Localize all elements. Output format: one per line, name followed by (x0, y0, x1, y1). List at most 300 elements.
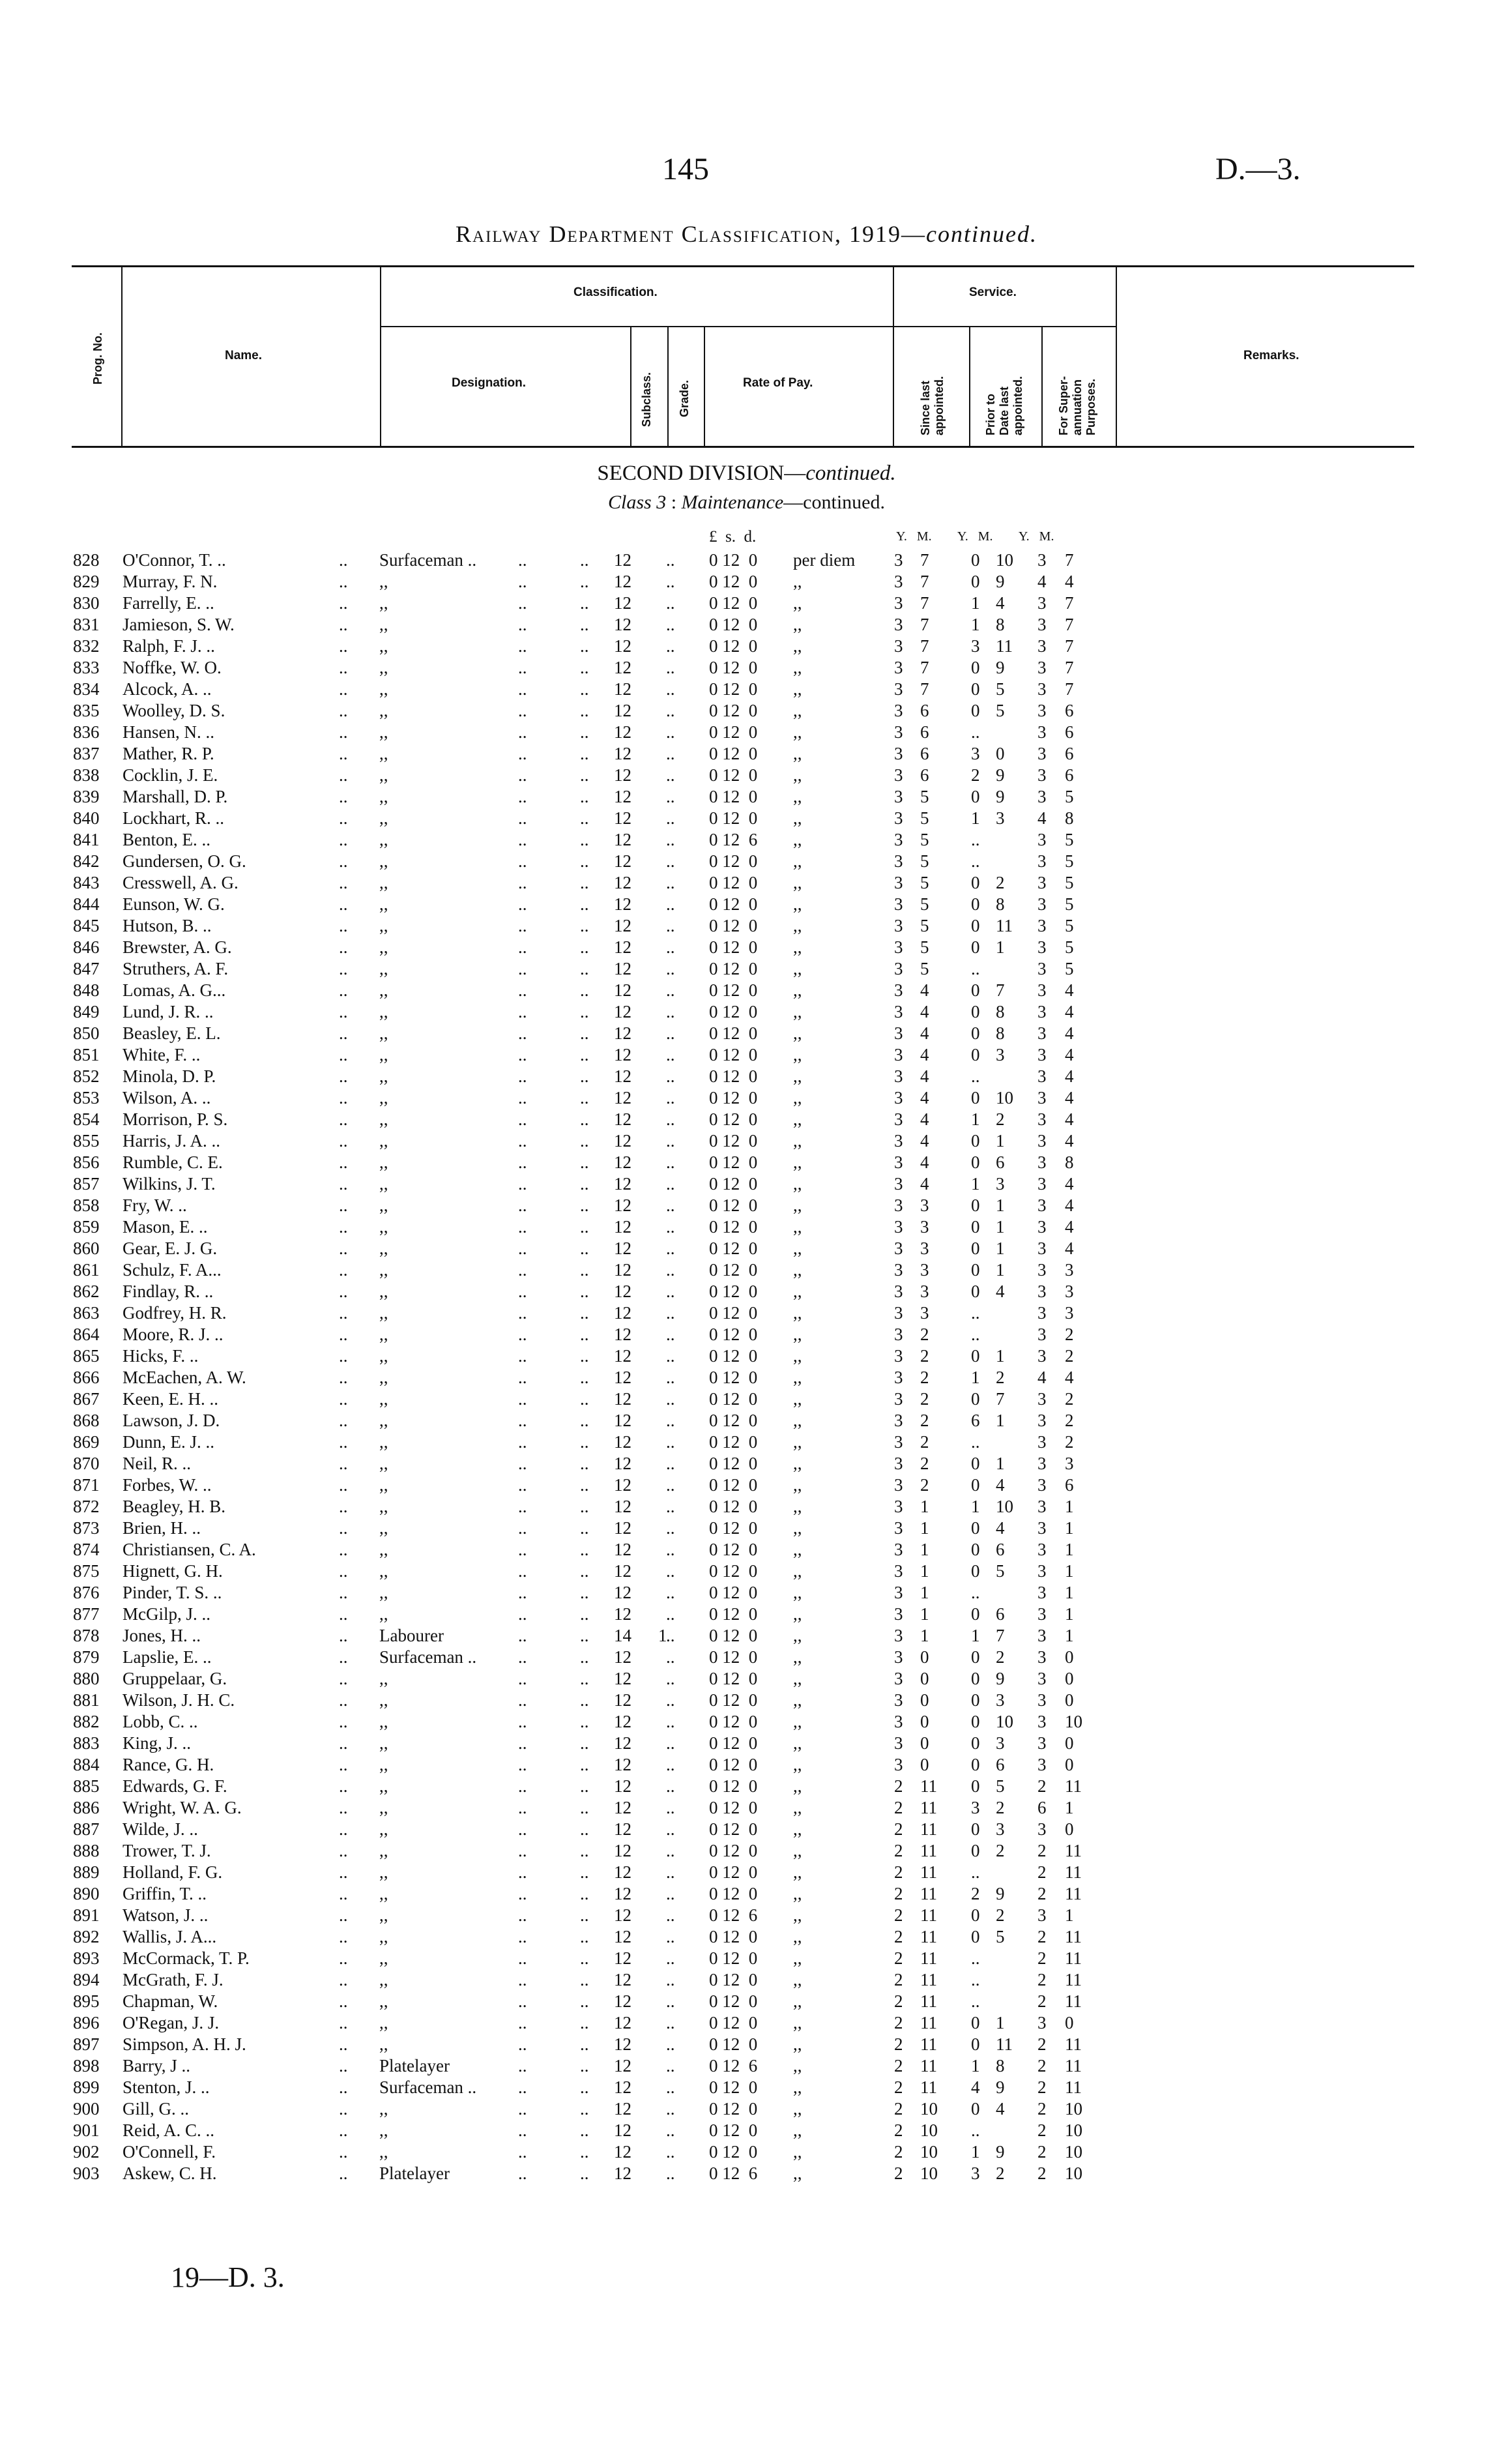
leader-dots: .. (339, 636, 348, 656)
pay-period: ,, (793, 1217, 802, 1237)
pay-period: ,, (793, 2163, 802, 2183)
prog-number: 883 (73, 1733, 100, 1753)
leader-dots: .. (580, 1841, 589, 1860)
leader-dots: .. (666, 679, 675, 699)
since-years: 3 (894, 1002, 903, 1021)
prior-years: 0 (971, 701, 980, 720)
rate-of-pay: 0 12 0 (709, 1282, 758, 1301)
class-name: Maintenance (681, 491, 784, 513)
prior-months: 10 (996, 550, 1013, 570)
prog-number: 876 (73, 1583, 100, 1602)
prog-number: 898 (73, 2056, 100, 2075)
superannuation-months: 11 (1065, 1776, 1082, 1796)
subclass: 12 (614, 1970, 631, 1989)
leader-dots: .. (339, 2163, 348, 2183)
subclass: 12 (614, 1303, 631, 1323)
prog-number: 857 (73, 1174, 100, 1194)
designation: ,, (379, 1540, 388, 1559)
designation: ,, (379, 1109, 388, 1129)
leader-dots: .. (666, 1927, 675, 1946)
leader-dots: .. (666, 808, 675, 828)
table-row (0, 1410, 1493, 1431)
prior-years: 0 (971, 1023, 980, 1043)
leader-dots: .. (580, 1023, 589, 1043)
employee-name: Findlay, R. .. (123, 1282, 214, 1301)
designation: ,, (379, 1927, 388, 1946)
superannuation-years: 2 (1037, 2056, 1047, 2075)
table-row (0, 1431, 1493, 1453)
superannuation-years: 3 (1037, 1045, 1047, 1064)
leader-dots: .. (518, 1131, 527, 1151)
rate-of-pay: 0 12 0 (709, 2142, 758, 2162)
rate-of-pay: 0 12 0 (709, 1733, 758, 1753)
superannuation-months: 11 (1065, 2034, 1082, 2054)
superannuation-months: 1 (1065, 1604, 1074, 1624)
since-years: 3 (894, 701, 903, 720)
prog-number: 866 (73, 1368, 100, 1387)
rate-of-pay: 0 12 0 (709, 1927, 758, 1946)
prior-years: 1 (971, 1174, 980, 1194)
leader-dots: .. (518, 1948, 527, 1968)
subclass: 12 (614, 1282, 631, 1301)
table-row (0, 593, 1493, 614)
prior-years: 3 (971, 636, 980, 656)
table-row (0, 786, 1493, 808)
prior-months: 11 (996, 916, 1013, 935)
table-row (0, 894, 1493, 915)
leader-dots: .. (518, 1540, 527, 1559)
subclass: 12 (614, 1066, 631, 1086)
leader-dots: .. (339, 1927, 348, 1946)
subclass: 12 (614, 916, 631, 935)
designation: ,, (379, 1733, 388, 1753)
leader-dots: .. (339, 1475, 348, 1495)
leader-dots: .. (518, 658, 527, 677)
superannuation-months: 5 (1065, 937, 1074, 957)
pay-period: ,, (793, 1905, 802, 1925)
leader-dots: .. (518, 1497, 527, 1516)
class-number: 3 (656, 491, 667, 513)
since-years: 3 (894, 1389, 903, 1409)
superannuation-months: 4 (1065, 1023, 1074, 1043)
leader-dots: .. (580, 937, 589, 957)
rate-of-pay: 0 12 0 (709, 1368, 758, 1387)
table-row (0, 1238, 1493, 1259)
superannuation-years: 3 (1037, 1475, 1047, 1495)
since-years: 3 (894, 1282, 903, 1301)
table-row (0, 1711, 1493, 1733)
employee-name: Askew, C. H. (123, 2163, 217, 2183)
superannuation-years: 2 (1037, 1991, 1047, 2011)
prog-number: 865 (73, 1346, 100, 1366)
prog-number: 853 (73, 1088, 100, 1107)
subclass: 12 (614, 2056, 631, 2075)
division-heading (0, 462, 1493, 486)
prior-years: 0 (971, 1841, 980, 1860)
since-months: 2 (920, 1454, 929, 1473)
since-months: 7 (920, 572, 929, 591)
employee-name: Beasley, E. L. (123, 1023, 221, 1043)
leader-dots: .. (580, 1389, 589, 1409)
subclass: 12 (614, 959, 631, 978)
pay-period: ,, (793, 2077, 802, 2097)
leader-dots: .. (580, 1411, 589, 1430)
subclass: 12 (614, 873, 631, 892)
since-years: 2 (894, 1991, 903, 2011)
since-years: 2 (894, 1948, 903, 1968)
leader-dots: .. (580, 873, 589, 892)
leader-dots: .. (580, 1497, 589, 1516)
prior-months: 2 (996, 1368, 1005, 1387)
superannuation-years: 3 (1037, 550, 1047, 570)
since-months: 10 (920, 2142, 938, 2162)
employee-table-body (0, 550, 1493, 2184)
subclass: 12 (614, 1088, 631, 1107)
superannuation-months: 10 (1065, 1712, 1082, 1731)
leader-dots: .. (580, 1518, 589, 1538)
header-bottom-rule (72, 446, 1414, 448)
subclass: 12 (614, 550, 631, 570)
prog-number: 892 (73, 1927, 100, 1946)
superannuation-months: 4 (1065, 1174, 1074, 1194)
rate-of-pay: 0 12 0 (709, 1497, 758, 1516)
table-row (0, 958, 1493, 980)
table-row (0, 1948, 1493, 1969)
pay-period: ,, (793, 765, 802, 785)
prior-years: 0 (971, 2099, 980, 2119)
table-row (0, 1969, 1493, 1991)
subclass: 12 (614, 1819, 631, 1839)
designation: ,, (379, 937, 388, 957)
since-months: 5 (920, 937, 929, 957)
leader-dots: .. (580, 1819, 589, 1839)
prog-number: 885 (73, 1776, 100, 1796)
leader-dots: .. (518, 873, 527, 892)
leader-dots: .. (580, 2034, 589, 2054)
since-months: 2 (920, 1411, 929, 1430)
since-months: 1 (920, 1626, 929, 1645)
superannuation-years: 2 (1037, 1948, 1047, 1968)
since-years: 3 (894, 1088, 903, 1107)
leader-dots: .. (580, 851, 589, 871)
prior-months: 6 (996, 1604, 1005, 1624)
leader-dots: .. (518, 1454, 527, 1473)
prior-years: .. (971, 1862, 980, 1882)
leader-dots: .. (666, 2077, 675, 2097)
since-months: 3 (920, 1239, 929, 1258)
leader-dots: .. (580, 679, 589, 699)
table-row (0, 1668, 1493, 1690)
rate-of-pay: 0 12 0 (709, 1798, 758, 1817)
superannuation-months: 10 (1065, 2099, 1082, 2119)
prog-number: 833 (73, 658, 100, 677)
subclass: 14 (614, 1626, 631, 1645)
since-months: 0 (920, 1733, 929, 1753)
subclass: 12 (614, 808, 631, 828)
pay-period: ,, (793, 1432, 802, 1452)
table-row (0, 636, 1493, 657)
since-months: 4 (920, 980, 929, 1000)
superannuation-years: 2 (1037, 2120, 1047, 2140)
prior-months: 1 (996, 1346, 1005, 1366)
prog-number: 880 (73, 1669, 100, 1688)
rate-of-pay: 0 12 0 (709, 1712, 758, 1731)
subclass: 12 (614, 2142, 631, 2162)
header-col-rule (1041, 326, 1043, 448)
since-months: 4 (920, 1023, 929, 1043)
pay-period: ,, (793, 1497, 802, 1516)
leader-dots: .. (666, 1540, 675, 1559)
since-months: 5 (920, 851, 929, 871)
pay-period: ,, (793, 1948, 802, 1968)
superannuation-years: 3 (1037, 980, 1047, 1000)
superannuation-months: 0 (1065, 1647, 1074, 1667)
rate-of-pay: 0 12 0 (709, 2013, 758, 2032)
rate-of-pay: 0 12 0 (709, 1066, 758, 1086)
leader-dots: .. (339, 1346, 348, 1366)
prior-months: 2 (996, 1109, 1005, 1129)
superannuation-months: 1 (1065, 1583, 1074, 1602)
designation: ,, (379, 808, 388, 828)
subclass: 12 (614, 722, 631, 742)
rate-of-pay: 0 12 0 (709, 1991, 758, 2011)
prior-years: .. (971, 1325, 980, 1344)
prog-number: 886 (73, 1798, 100, 1817)
since-years: 3 (894, 1239, 903, 1258)
table-row (0, 1087, 1493, 1109)
subclass: 12 (614, 1023, 631, 1043)
leader-dots: .. (518, 787, 527, 806)
designation: ,, (379, 1002, 388, 1021)
leader-dots: .. (666, 1152, 675, 1172)
prior-months: 1 (996, 1454, 1005, 1473)
table-row (0, 2163, 1493, 2184)
designation: ,, (379, 1346, 388, 1366)
table-row (0, 1776, 1493, 1797)
leader-dots: .. (339, 1884, 348, 1903)
prog-number: 871 (73, 1475, 100, 1495)
header-col-rule (969, 326, 970, 448)
superannuation-months: 5 (1065, 916, 1074, 935)
prior-years: 0 (971, 550, 980, 570)
leader-dots: .. (518, 1088, 527, 1107)
prior-years: 4 (971, 2077, 980, 2097)
table-row (0, 1625, 1493, 1647)
since-months: 5 (920, 959, 929, 978)
superannuation-years: 3 (1037, 1066, 1047, 1086)
since-years: 3 (894, 1475, 903, 1495)
money-units-header: £ s. d. (709, 528, 757, 546)
leader-dots: .. (580, 1755, 589, 1774)
rate-of-pay: 0 12 6 (709, 2163, 758, 2183)
prog-number: 881 (73, 1690, 100, 1710)
since-months: 7 (920, 636, 929, 656)
leader-dots: .. (580, 550, 589, 570)
rate-of-pay: 0 12 0 (709, 1109, 758, 1129)
table-row (0, 1862, 1493, 1883)
leader-dots: .. (518, 1475, 527, 1495)
superannuation-months: 7 (1065, 636, 1074, 656)
employee-name: Lawson, J. D. (123, 1411, 220, 1430)
since-years: 3 (894, 679, 903, 699)
prog-number: 851 (73, 1045, 100, 1064)
leader-dots: .. (580, 1045, 589, 1064)
prior-months: 7 (996, 1389, 1005, 1409)
pay-period: ,, (793, 1540, 802, 1559)
employee-name: Gear, E. J. G. (123, 1239, 218, 1258)
leader-dots: .. (339, 1088, 348, 1107)
prior-years: 0 (971, 1905, 980, 1925)
since-months: 1 (920, 1583, 929, 1602)
leader-dots: .. (339, 1798, 348, 1817)
prog-number: 902 (73, 2142, 100, 2162)
leader-dots: .. (339, 830, 348, 849)
prior-months: 11 (996, 636, 1013, 656)
rate-of-pay: 0 12 0 (709, 1604, 758, 1624)
document-reference: D.—3. (1215, 152, 1301, 186)
leader-dots: .. (518, 1109, 527, 1129)
prog-number: 862 (73, 1282, 100, 1301)
leader-dots: .. (580, 959, 589, 978)
designation: ,, (379, 980, 388, 1000)
subclass: 12 (614, 1583, 631, 1602)
since-years: 2 (894, 1798, 903, 1817)
subclass: 12 (614, 1195, 631, 1215)
rate-of-pay: 0 12 0 (709, 722, 758, 742)
employee-name: Lund, J. R. .. (123, 1002, 214, 1021)
prog-number: 859 (73, 1217, 100, 1237)
leader-dots: .. (339, 937, 348, 957)
leader-dots: .. (666, 2013, 675, 2032)
table-row (0, 937, 1493, 958)
superannuation-years: 3 (1037, 1647, 1047, 1667)
leader-dots: .. (666, 1432, 675, 1452)
leader-dots: .. (580, 1862, 589, 1882)
prog-number: 870 (73, 1454, 100, 1473)
leader-dots: .. (518, 2099, 527, 2119)
designation: ,, (379, 615, 388, 634)
prog-number: 832 (73, 636, 100, 656)
designation: ,, (379, 787, 388, 806)
since-months: 5 (920, 808, 929, 828)
table-row (0, 872, 1493, 894)
pay-period: per diem (793, 550, 856, 570)
table-row (0, 1281, 1493, 1302)
prior-years: 2 (971, 765, 980, 785)
superannuation-years: 3 (1037, 1260, 1047, 1280)
page-number: 145 (662, 152, 709, 186)
leader-dots: .. (339, 1239, 348, 1258)
leader-dots: .. (580, 980, 589, 1000)
prog-number: 872 (73, 1497, 100, 1516)
leader-dots: .. (666, 1195, 675, 1215)
table-row (0, 1367, 1493, 1388)
leader-dots: .. (666, 2099, 675, 2119)
prior-months: 3 (996, 1733, 1005, 1753)
prior-years: .. (971, 722, 980, 742)
superannuation-months: 5 (1065, 894, 1074, 914)
leader-dots: .. (339, 2034, 348, 2054)
since-months: 3 (920, 1217, 929, 1237)
superannuation-years: 3 (1037, 636, 1047, 656)
rate-of-pay: 0 12 0 (709, 1217, 758, 1237)
since-months: 11 (920, 1927, 937, 1946)
prior-months: 9 (996, 765, 1005, 785)
since-years: 3 (894, 894, 903, 914)
designation: ,, (379, 1518, 388, 1538)
prior-years: 0 (971, 572, 980, 591)
prog-number: 847 (73, 959, 100, 978)
employee-name: Jones, H. .. (123, 1626, 201, 1645)
since-months: 4 (920, 1088, 929, 1107)
designation: ,, (379, 1282, 388, 1301)
superannuation-years: 3 (1037, 1023, 1047, 1043)
leader-dots: .. (580, 1131, 589, 1151)
leader-dots: .. (666, 1346, 675, 1366)
rate-of-pay: 0 12 0 (709, 765, 758, 785)
prior-months: 4 (996, 1282, 1005, 1301)
leader-dots: .. (339, 744, 348, 763)
table-row (0, 743, 1493, 765)
prior-years: 0 (971, 1002, 980, 1021)
prior-years: 1 (971, 1368, 980, 1387)
prior-months: 3 (996, 1690, 1005, 1710)
superannuation-months: 8 (1065, 808, 1074, 828)
leader-dots: .. (339, 1540, 348, 1559)
pay-period: ,, (793, 1991, 802, 2011)
leader-dots: .. (518, 2142, 527, 2162)
table-row (0, 1388, 1493, 1410)
table-row (0, 1604, 1493, 1625)
employee-name: O'Connell, F. (123, 2142, 216, 2162)
since-years: 3 (894, 1669, 903, 1688)
designation: ,, (379, 1970, 388, 1989)
leader-dots: .. (666, 2120, 675, 2140)
prior-months: 4 (996, 1475, 1005, 1495)
table-row (0, 1453, 1493, 1474)
employee-name: Rance, G. H. (123, 1755, 214, 1774)
superannuation-months: 0 (1065, 1733, 1074, 1753)
prog-number: 843 (73, 873, 100, 892)
leader-dots: .. (666, 1260, 675, 1280)
prog-number: 858 (73, 1195, 100, 1215)
subclass: 12 (614, 1518, 631, 1538)
pay-period: ,, (793, 1583, 802, 1602)
subclass: 12 (614, 765, 631, 785)
leader-dots: .. (666, 1884, 675, 1903)
employee-name: Jamieson, S. W. (123, 615, 235, 634)
leader-dots: .. (339, 1002, 348, 1021)
leader-dots: .. (666, 980, 675, 1000)
prog-number: 830 (73, 593, 100, 613)
leader-dots: .. (518, 1411, 527, 1430)
prog-number: 845 (73, 916, 100, 935)
leader-dots: .. (339, 2013, 348, 2032)
prog-number: 867 (73, 1389, 100, 1409)
leader-dots: .. (518, 1368, 527, 1387)
designation: ,, (379, 1432, 388, 1452)
since-months: 6 (920, 722, 929, 742)
leader-dots: .. (580, 1776, 589, 1796)
superannuation-months: 4 (1065, 1002, 1074, 1021)
superannuation-years: 3 (1037, 787, 1047, 806)
leader-dots: .. (339, 765, 348, 785)
since-years: 3 (894, 851, 903, 871)
rate-of-pay: 0 12 0 (709, 1647, 758, 1667)
employee-name: Gill, G. .. (123, 2099, 190, 2119)
table-row (0, 1496, 1493, 1518)
table-row (0, 2034, 1493, 2055)
